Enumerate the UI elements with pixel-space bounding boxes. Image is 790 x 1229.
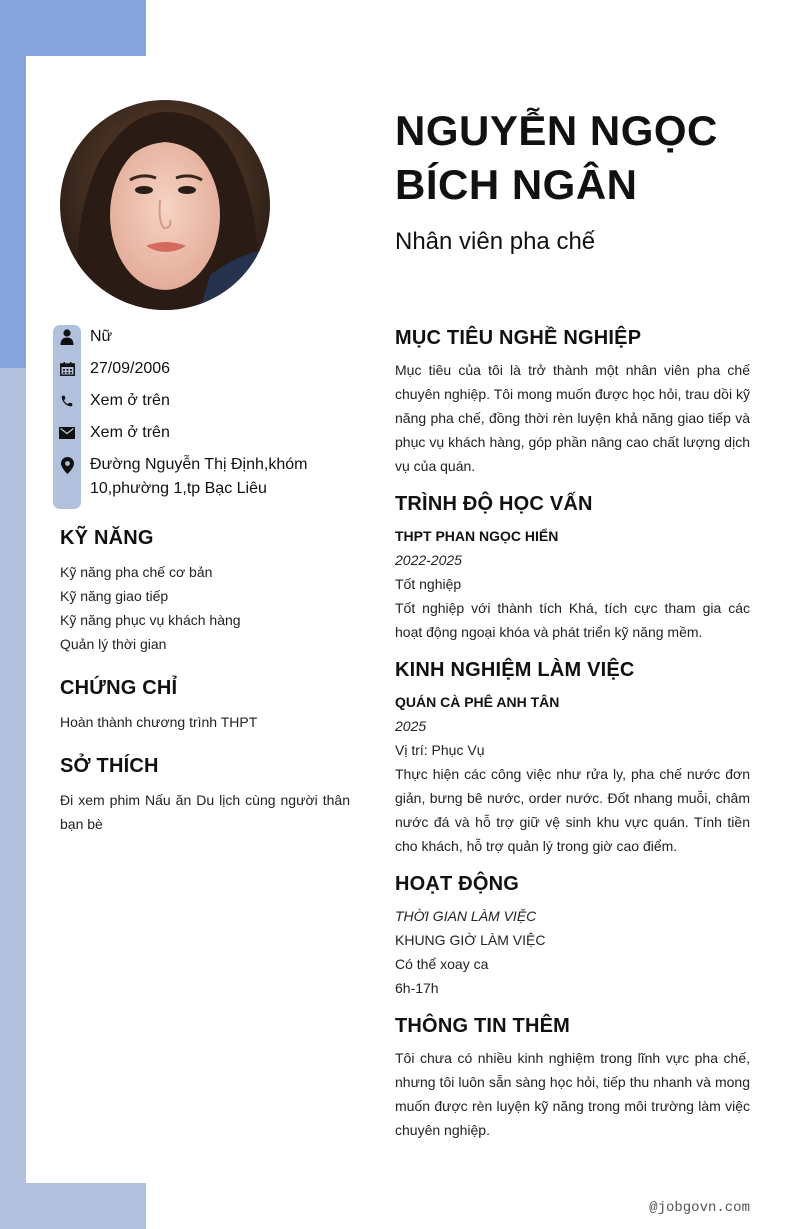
objective-section <box>395 324 750 478</box>
additional-heading: THÔNG TIN THÊM <box>395 1015 571 1037</box>
hobbies-heading: SỞ THÍCH <box>60 755 159 777</box>
contact-phone <box>53 389 353 413</box>
watermark: @jobgovn.com <box>649 1200 750 1216</box>
profile-photo <box>60 100 270 310</box>
mail-icon <box>53 421 81 445</box>
contact-list <box>53 325 353 509</box>
education-heading: TRÌNH ĐỘ HỌC VẤN <box>395 493 593 515</box>
contact-email-text: Xem ở trên <box>90 424 170 441</box>
skill-item: Kỹ năng giao tiếp <box>60 588 169 604</box>
activities-subtitle: THỜI GIAN LÀM VIỆC <box>395 908 537 924</box>
experience-section <box>395 656 750 858</box>
right-column <box>395 324 750 1154</box>
activities-line: Có thể xoay ca <box>395 956 489 972</box>
location-icon <box>53 453 81 477</box>
education-period: 2022-2025 <box>395 552 462 568</box>
activities-line: 6h-17h <box>395 980 439 996</box>
education-description: Tốt nghiệp với thành tích Khá, tích cực tham gia các hoạt động ngoại khóa và phát triển kỹ năng mềm. <box>395 600 750 640</box>
experience-description: Thực hiện các công việc như rửa ly, pha chế nước đơn giản, bưng bê nước, order nước. Đốt nhang muỗi, châm nước đá và hỗ trợ giữ vệ sinh khu vực quán. Tính tiền cho khách, hỗ trợ quản lý trong giờ cao điểm. <box>395 766 750 854</box>
contact-gender <box>53 325 353 349</box>
contact-email <box>53 421 353 445</box>
activities-heading: HOẠT ĐỘNG <box>395 873 520 895</box>
decor-bar-left-light <box>0 368 26 1229</box>
experience-position: Vị trí: Phục Vụ <box>395 742 485 758</box>
additional-section <box>395 1012 750 1142</box>
skills-heading: KỸ NĂNG <box>60 527 154 549</box>
skill-item: Quản lý thời gian <box>60 636 167 652</box>
activities-title: KHUNG GIỜ LÀM VIỆC <box>395 932 546 948</box>
candidate-name <box>395 104 718 212</box>
contact-address-text: Đường Nguyễn Thị Định,khóm 10,phường 1,tp Bạc Liêu <box>90 456 308 497</box>
certificates-heading: CHỨNG CHỈ <box>60 677 178 699</box>
contact-address <box>53 453 353 501</box>
hobbies-section <box>60 752 350 836</box>
certificate-item: Hoàn thành chương trình THPT <box>60 714 258 730</box>
decor-bar-left-dark <box>0 56 26 368</box>
contact-birthday-text: 27/09/2006 <box>90 360 171 377</box>
experience-period: 2025 <box>395 718 427 734</box>
objective-text: Mục tiêu của tôi là trở thành một nhân viên pha chế chuyên nghiệp. Tôi mong muốn được học hỏi, trau dồi kỹ năng pha chế, đồng thời rèn luyện khả năng giao tiếp và phục vụ khách hàng, góp phần nâng cao chất lượng dịch vụ của quán. <box>395 362 750 474</box>
job-title: Nhân viên pha chế <box>395 228 596 255</box>
phone-icon <box>53 389 81 413</box>
hobbies-text: Đi xem phim Nấu ăn Du lịch cùng người thân bạn bè <box>60 792 350 832</box>
certificates-section <box>60 674 350 734</box>
calendar-icon <box>53 357 81 381</box>
education-section <box>395 490 750 644</box>
candidate-name-line1: NGUYỄN NGỌC <box>395 107 718 154</box>
contact-gender-text: Nữ <box>90 328 113 345</box>
experience-company: QUÁN CÀ PHÊ ANH TÂN <box>395 694 560 710</box>
decor-bar-bottom <box>0 1183 146 1229</box>
decor-bar-top <box>0 0 146 56</box>
candidate-name-line2: BÍCH NGÂN <box>395 161 638 208</box>
experience-heading: KINH NGHIỆM LÀM VIỆC <box>395 659 635 681</box>
person-icon <box>53 325 81 349</box>
left-column <box>60 524 350 854</box>
additional-text: Tôi chưa có nhiều kinh nghiệm trong lĩnh vực pha chế, nhưng tôi luôn sẵn sàng học hỏi, tiếp thu nhanh và mong muốn được rèn luyện kỹ năng trong môi trường làm việc chuyên nghiệp. <box>395 1050 750 1138</box>
profile-photo-image <box>60 100 270 310</box>
skill-item: Kỹ năng phục vụ khách hàng <box>60 612 241 628</box>
contact-birthday <box>53 357 353 381</box>
contact-phone-text: Xem ở trên <box>90 392 170 409</box>
activities-section <box>395 870 750 1000</box>
skill-item: Kỹ năng pha chế cơ bản <box>60 564 213 580</box>
education-status: Tốt nghiệp <box>395 576 462 592</box>
skills-section <box>60 524 350 656</box>
objective-heading: MỤC TIÊU NGHỀ NGHIỆP <box>395 327 642 349</box>
education-school: THPT PHAN NGỌC HIỂN <box>395 528 559 544</box>
